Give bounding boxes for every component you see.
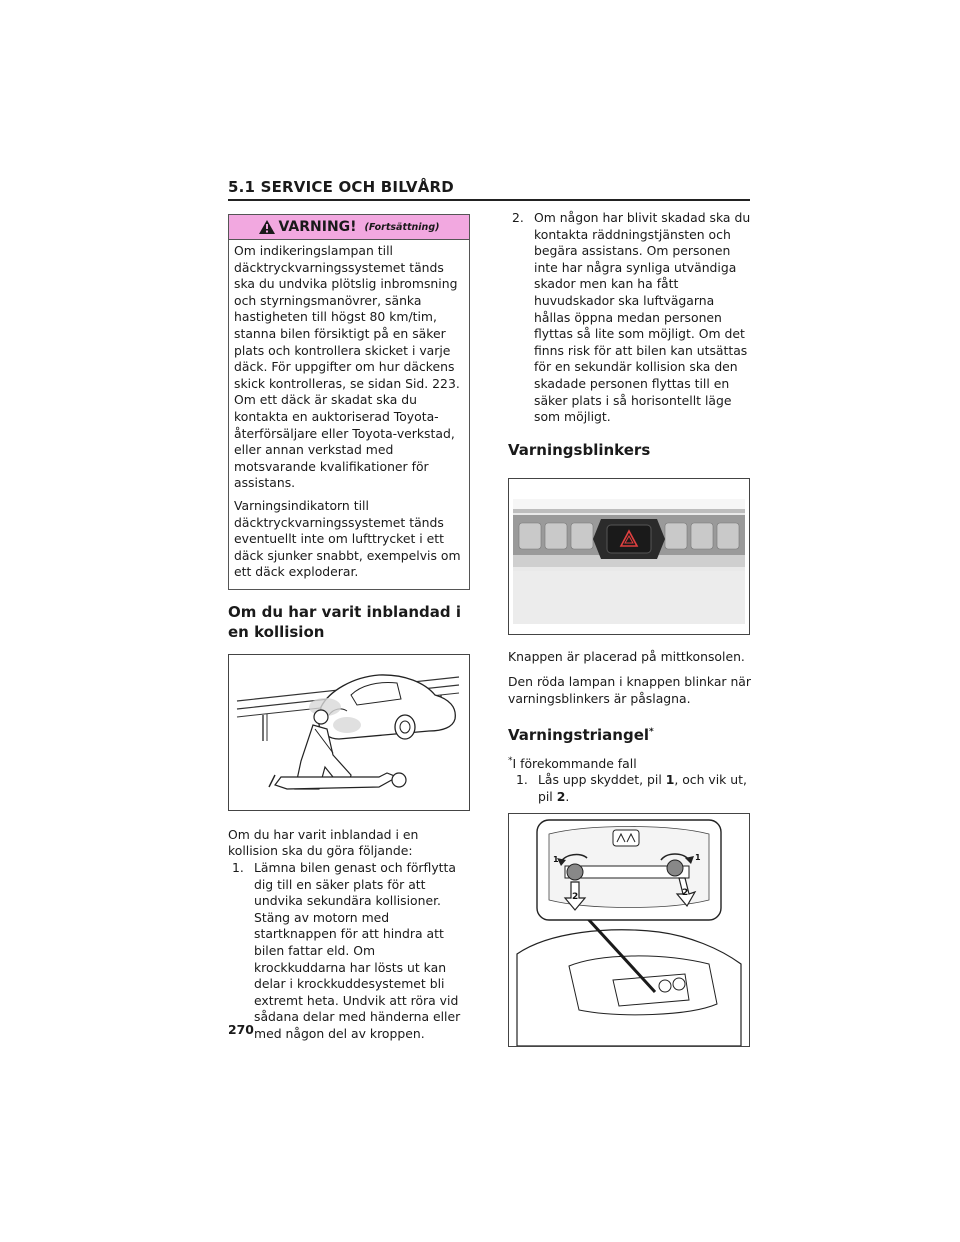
triangle-footnote [508, 753, 752, 773]
warning-continued: (Fortsättning) [364, 221, 440, 233]
section-title: 5.1 SERVICE OCH BILVÅRD [228, 178, 454, 196]
collision-drawing [229, 655, 469, 810]
collision-intro: Om du har varit inblandad i en kollision ska du göra följande: [228, 826, 419, 859]
warning-paragraph: Varningsindikatorn till däcktryckvarningssystemet tänds eventuellt inte om lufttrycket i ett däck sjunker snabbt, exempelvis om ett däck exploderar. [234, 497, 461, 580]
collision-steps-continued [508, 210, 752, 426]
arrow-label-2: 2 [572, 892, 579, 903]
warning-triangle-illustration [508, 813, 750, 1047]
hazard-heading: Varningsblinkers [508, 440, 651, 459]
warning-body [229, 240, 469, 589]
step-number: 1. [516, 772, 528, 788]
warning-triangle-icon [259, 220, 275, 234]
step-text-part: Lås upp skyddet, pil [538, 772, 666, 788]
step-text: Lämna bilen genast och förflytta dig till en säker plats för att undvika sekundära kollisioner. Stäng av motorn med startknappen för att hindra att bilen fattar eld. Om krockkuddarna har lösts ut kan delar i krockkuddesystemet bli extremt heta. Undvik att röra vid sådana delar med händerna eller med någon del av kroppen. [254, 860, 461, 1041]
right-column [508, 210, 752, 1047]
arrow-ref-2: 2 [556, 788, 566, 804]
hazard-drawing [509, 479, 749, 634]
step-text: Om någon har blivit skadad ska du kontakta räddningstjänsten och begära assistans. Om personen inte har några synliga utvändiga skador men kan ha fått huvudskador ska luftvägarna hållas öppna medan personen flyttas så lite som möjligt. Om det finns risk för att bilen kan utsättas för en sekundär kollision ska den skadade personen flyttas till en säker plats i så horisontellt läge som möjligt. [534, 210, 751, 425]
footnote-text: I förekommande fall [512, 755, 637, 771]
step-text-part: . [565, 788, 570, 804]
step-text [538, 772, 752, 805]
arrow-label-1: 1 [695, 853, 701, 863]
header-rule [228, 199, 750, 201]
collision-illustration [228, 654, 470, 811]
arrow-label-1: 1 [553, 855, 559, 865]
asterisk: * [649, 726, 654, 737]
hazard-lamp-text: Den röda lampan i knappen blinkar när varningsblinkers är påslagna. [508, 674, 751, 706]
left-column [228, 214, 470, 1043]
page-number: 270 [228, 1022, 254, 1037]
arrow-label-2: 2 [682, 888, 689, 899]
triangle-drawing [509, 814, 749, 1046]
list-item [228, 860, 470, 1043]
step-text-part: , och vik ut, pil [538, 772, 747, 804]
triangle-steps [508, 772, 752, 805]
step-number: 1. [232, 860, 244, 876]
hazard-switch-illustration [508, 478, 750, 635]
warning-paragraph: Om indikeringslampan till däcktryckvarningssystemet tänds ska du undvika plötslig inbromsning och styrningsmanövrer, sänka hastigheten till högst 80 km/tim, stanna bilen försiktigt på en säker plats och kontrollera skicket i varje däck. För uppgifter om hur däckens skick kontrolleras, se sidan Sid. 223. Om ett däck är skadat ska du kontakta en auktoriserad Toyota-återförsäljare eller Toyota-verkstad, eller annan verkstad med motsvarande kvalifikationer för assistans. [234, 243, 460, 491]
triangle-heading [508, 722, 752, 745]
list-item [508, 772, 752, 805]
step-number: 2. [512, 210, 524, 225]
warning-header [229, 215, 469, 240]
section-header [228, 178, 750, 201]
hazard-location-text: Knappen är placerad på mittkonsolen. [508, 648, 745, 664]
collision-steps [228, 860, 470, 1043]
warning-box [228, 214, 470, 590]
triangle-heading-text: Varningstriangel [508, 725, 650, 744]
warning-label: VARNING! [278, 219, 357, 235]
arrow-ref-1: 1 [665, 772, 675, 788]
list-item [508, 210, 752, 426]
asterisk: * [508, 755, 513, 766]
collision-heading: Om du har varit inblandad i en kollision [228, 602, 461, 641]
